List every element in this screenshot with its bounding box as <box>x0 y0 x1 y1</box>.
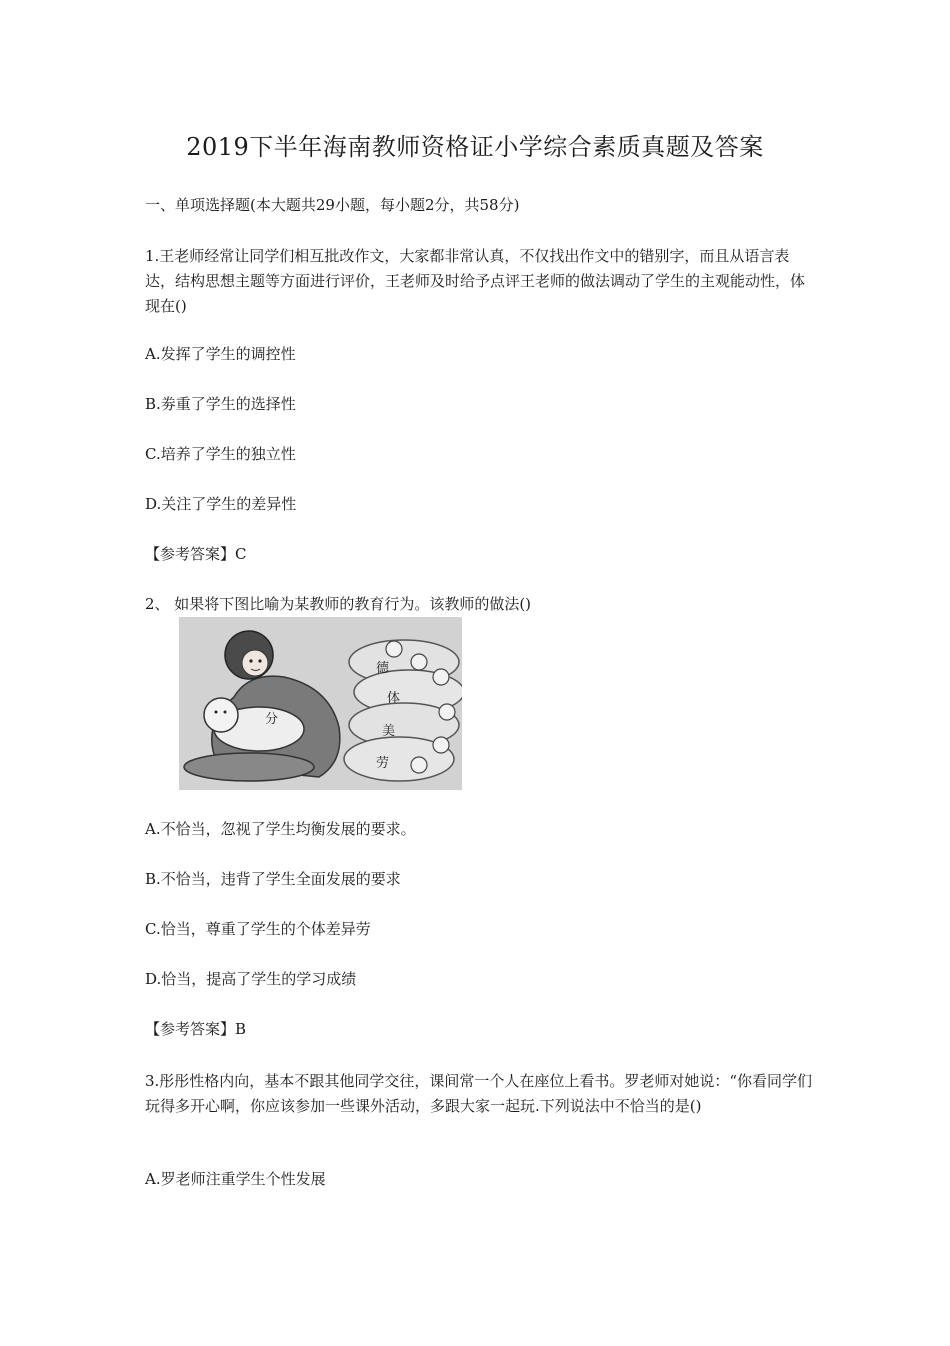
section-heading: 一、单项选择题(本大题共29小题，每小题2分，共58分) <box>145 196 520 214</box>
question-3-stem: 3.彤彤性格内向，基本不跟其他同学交往，课间常一个人在座位上看书。罗老师对她说：“你看同学们玩得多开心啊，你应该参加一些课外活动，多跟大家一起玩.下列说法中不恰当的是() <box>145 1072 812 1115</box>
document-title: 2019下半年海南教师资格证小学综合素质真题及答案 <box>186 133 764 161</box>
question-2-option-c: C.恰当，尊重了学生的个体差异劳 <box>145 920 371 938</box>
question-2-option-a: A.不恰当，忽视了学生均衡发展的要求。 <box>145 820 416 838</box>
figure-label-ti: 体 <box>387 691 401 706</box>
figure-label-de: 德 <box>376 661 390 676</box>
question-2-option-d: D.恰当，提高了学生的学习成绩 <box>145 970 357 988</box>
figure-label-lao: 劳 <box>376 756 390 771</box>
figure-label-mei: 美 <box>382 724 396 739</box>
question-1-option-c: C.培养了学生的独立性 <box>145 445 296 463</box>
question-1-answer: 【参考答案】C <box>145 545 247 563</box>
question-2-stem: 2、 如果将下图比喻为某教师的教育行为。该教师的做法() <box>145 595 532 613</box>
question-3-option-a: A.罗老师注重学生个性发展 <box>145 1170 326 1188</box>
question-2-option-b: B.不恰当，违背了学生全面发展的要求 <box>145 870 401 888</box>
question-2-illustration <box>179 617 462 790</box>
question-1-option-d: D.关注了学生的差异性 <box>145 495 297 513</box>
question-1-option-b: B.劵重了学生的选择性 <box>145 395 296 413</box>
question-1-stem: 1.王老师经常让同学们相互批改作文，大家都非常认真，不仅找出作文中的错别字，而且从语言表达，结构思想主题等方面进行评价，王老师及时给予点评王老师的做法调动了学生的主观能动性，体现在() <box>145 247 806 315</box>
question-2-answer: 【参考答案】B <box>145 1020 247 1038</box>
question-1-option-a: A.发挥了学生的调控性 <box>145 345 296 363</box>
figure-label-fen: 分 <box>265 712 279 727</box>
